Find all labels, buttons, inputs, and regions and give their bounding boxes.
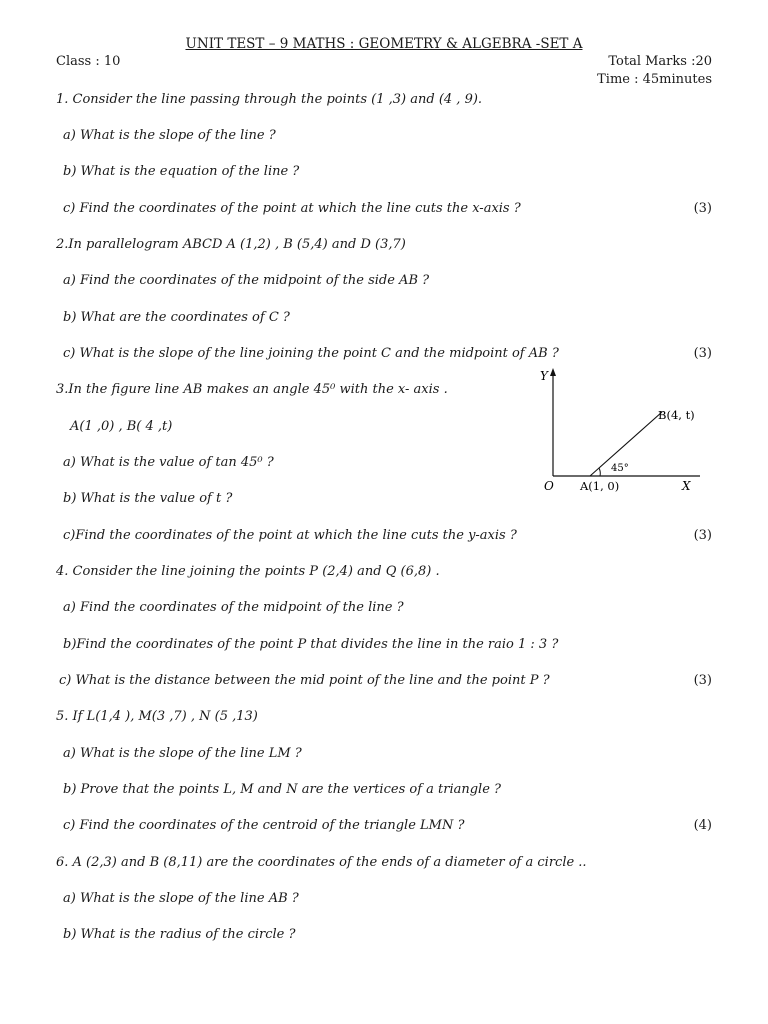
test-title: UNIT TEST – 9 MATHS : GEOMETRY & ALGEBRA -SET A xyxy=(185,36,583,52)
q3-part-c: c)Find the coordinates of the point at which the line cuts the y-axis ? xyxy=(63,528,517,543)
total-marks: Total Marks :20 xyxy=(608,54,712,69)
q2-part-c: c) What is the slope of the line joining the point C and the midpoint of AB ? xyxy=(63,346,559,361)
q6-stem: 6. A (2,3) and B (8,11) are the coordinates of the ends of a diameter of a circle .. xyxy=(56,855,587,870)
y-axis-arrow-icon xyxy=(550,368,556,376)
q4-stem: 4. Consider the line joining the points P (2,4) and Q (6,8) . xyxy=(56,564,440,579)
q1-stem: 1. Consider the line passing through the points (1 ,3) and (4 , 9). xyxy=(56,92,483,107)
q4-part-c: c) What is the distance between the mid point of the line and the point P ? xyxy=(59,673,550,688)
q3-points: A(1 ,0) , B( 4 ,t) xyxy=(70,419,173,434)
q3-stem: 3.In the figure line AB makes an angle 45⁰ with the x- axis . xyxy=(56,382,448,397)
q4-part-b: b)Find the coordinates of the point P that divides the line in the raio 1 : 3 ? xyxy=(63,637,559,652)
q2-part-a: a) Find the coordinates of the midpoint of the side AB ? xyxy=(63,273,430,288)
point-b-label: B(4, t) xyxy=(658,408,695,422)
q6-part-b: b) What is the radius of the circle ? xyxy=(63,927,296,942)
q4-marks: (3) xyxy=(693,673,712,688)
q3-part-a: a) What is the value of tan 45⁰ ? xyxy=(63,455,274,470)
q2-part-b: b) What are the coordinates of C ? xyxy=(63,310,290,325)
q3-part-b: b) What is the value of t ? xyxy=(63,491,233,506)
q3-marks: (3) xyxy=(693,528,712,543)
q4-part-a: a) Find the coordinates of the midpoint of the line ? xyxy=(63,600,404,615)
q1-part-a: a) What is the slope of the line ? xyxy=(63,128,276,143)
q5-part-c: c) Find the coordinates of the centroid of the triangle LMN ? xyxy=(63,818,465,833)
time-label: Time : 45minutes xyxy=(597,72,712,87)
q5-part-b: b) Prove that the points L, M and N are the vertices of a triangle ? xyxy=(63,782,502,797)
origin-label: O xyxy=(544,479,554,493)
q1-part-b: b) What is the equation of the line ? xyxy=(63,164,300,179)
q2-stem: 2.In parallelogram ABCD A (1,2) , B (5,4) and D (3,7) xyxy=(56,237,406,252)
q3-figure xyxy=(538,366,708,496)
y-label: Y xyxy=(540,369,548,383)
q1-marks: (3) xyxy=(693,201,712,216)
q5-part-a: a) What is the slope of the line LM ? xyxy=(63,746,302,761)
angle-arc xyxy=(599,468,600,476)
angle-label: 45° xyxy=(611,463,629,474)
q1-part-c: c) Find the coordinates of the point at which the line cuts the x-axis ? xyxy=(63,201,521,216)
q5-stem: 5. If L(1,4 ), M(3 ,7) , N (5 ,13) xyxy=(56,709,258,724)
x-label: X xyxy=(682,479,691,493)
point-a-label: A(1, 0) xyxy=(580,479,620,493)
q5-marks: (4) xyxy=(693,818,712,833)
q6-part-a: a) What is the slope of the line AB ? xyxy=(63,891,299,906)
q2-marks: (3) xyxy=(693,346,712,361)
class-label: Class : 10 xyxy=(56,54,121,69)
